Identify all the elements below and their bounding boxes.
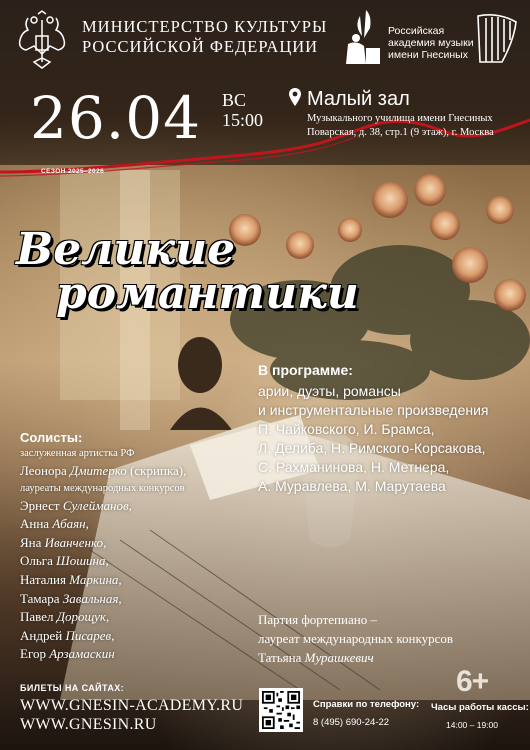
soloist-first-name: Андрей [20, 627, 66, 643]
season-label: СЕЗОН 2025–2026 [41, 168, 105, 175]
soloist-first-name: Тамара [20, 590, 63, 606]
program-line: А. Муравлева, М. Марутаева [258, 478, 446, 494]
soloist-entry [20, 552, 186, 571]
box-office-hours: 14:00 – 19:00 [446, 720, 498, 730]
pianist-first-name: Татьяна [258, 650, 305, 665]
pianist-last-name: Мурашкевич [304, 650, 374, 665]
academy-line-2: академия музыки [388, 37, 474, 49]
academy-line-1: Российская [388, 25, 445, 37]
soloist-separator: , [85, 516, 89, 532]
soloist-entry [20, 608, 186, 627]
soloist-entry [20, 515, 186, 534]
soloist-last-name: Дмитерко [69, 463, 127, 478]
ministry-title [82, 17, 332, 57]
soloist-last-name: Маркина [69, 571, 119, 587]
program-line: Л. Делиба, Н. Римского-Корсакова, [258, 440, 486, 456]
soloist-entry [20, 571, 186, 590]
concert-title-line-2: романтики [56, 268, 359, 319]
harp-icon [474, 12, 520, 68]
soloist-entry [20, 627, 186, 646]
soloist-last-name: Дорощук [56, 609, 106, 625]
venue-name: Музыкального училища имени Гнесиных [307, 113, 493, 124]
soloist-note: (скрипка), [126, 463, 187, 478]
program-heading: В программе: [258, 362, 353, 378]
program-line: П. Чайковского, И. Брамса, [258, 421, 435, 437]
hall-name: Малый зал [307, 88, 410, 110]
soloist-entry [20, 590, 186, 609]
age-rating-badge: 6+ [456, 665, 489, 698]
double-headed-eagle-icon [14, 10, 70, 70]
soloist-separator: , [128, 497, 132, 513]
piano-line-1: Партия фортепиано – [258, 612, 377, 627]
phone-number[interactable]: 8 (495) 690-24-22 [313, 717, 390, 728]
soloist-last-name: Писарев [65, 627, 112, 643]
soloist-first-name: Наталия [20, 571, 70, 587]
qr-code-icon[interactable] [259, 688, 303, 732]
ministry-line-1: МИНИСТЕРСТВО КУЛЬТУРЫ [82, 17, 328, 36]
soloist-first-name: Эрнест [20, 497, 63, 513]
event-weekday: ВС [222, 90, 247, 110]
soloist-entry [20, 462, 186, 481]
soloist-separator: , [106, 609, 110, 625]
soloist-first-name: Леонора [20, 463, 70, 478]
ticket-site-link-2[interactable]: WWW.GNESIN.RU [20, 716, 157, 733]
soloist-first-name: Ольга [20, 553, 57, 569]
program-line: арии, дуэты, романсы [258, 383, 401, 399]
laureates-title: лауреаты международных конкурсов [20, 482, 185, 494]
soloist-entry [20, 645, 186, 664]
soloist-first-name: Егор [20, 646, 50, 662]
soloist-separator: , [103, 534, 107, 550]
academy-name [388, 25, 474, 61]
piano-part [258, 610, 453, 667]
piano-line-2: лауреат международных конкурсов [258, 631, 454, 646]
soloist-last-name: Абаян [52, 516, 86, 532]
ticket-site-link-1[interactable]: WWW.GNESIN-ACADEMY.RU [20, 697, 244, 714]
soloist-first-name: Яна [20, 534, 45, 550]
soloist-first-name: Павел [20, 609, 57, 625]
soloist-separator: , [105, 553, 109, 569]
program-line: С. Рахманинова, Н. Метнера, [258, 459, 450, 475]
venue-address: Поварская, д. 38, стр.1 (9 этаж), г. Москва [307, 127, 494, 138]
soloist-entry [20, 497, 186, 516]
program-list [258, 382, 489, 496]
event-time: 15:00 [222, 110, 264, 130]
academy-logo-icon [336, 8, 386, 70]
soloist-last-name: Иванченко [44, 534, 104, 550]
soloist-separator: , [111, 627, 115, 643]
concert-title-line-1: Великие [16, 224, 236, 275]
soloist-entry [20, 534, 186, 553]
pianist-name [258, 648, 453, 667]
academy-line-3: имени Гнесиных [388, 49, 468, 61]
honored-artist-title: заслуженная артистка РФ [20, 448, 135, 459]
soloist-last-name: Арзамаскин [49, 646, 115, 662]
location-pin-icon [289, 88, 301, 106]
soloists-list [20, 430, 186, 664]
soloist-last-name: Шошина [56, 553, 106, 569]
soloist-separator: , [118, 590, 122, 606]
soloist-first-name: Анна [20, 516, 53, 532]
soloist-last-name: Завальная [62, 590, 119, 606]
soloist-last-name: Сулейманов [62, 497, 129, 513]
soloist-separator: , [118, 571, 122, 587]
soloists-heading: Солисты: [20, 430, 83, 445]
tickets-heading: БИЛЕТЫ НА САЙТАХ: [20, 683, 125, 693]
ministry-line-2: РОССИЙСКОЙ ФЕДЕРАЦИИ [82, 37, 319, 56]
phone-heading: Справки по телефону: [313, 699, 420, 710]
event-date: 26.04 [30, 84, 202, 152]
program-line: и инструментальные произведения [258, 402, 489, 418]
box-office-hours-heading: Часы работы кассы: [431, 702, 529, 713]
